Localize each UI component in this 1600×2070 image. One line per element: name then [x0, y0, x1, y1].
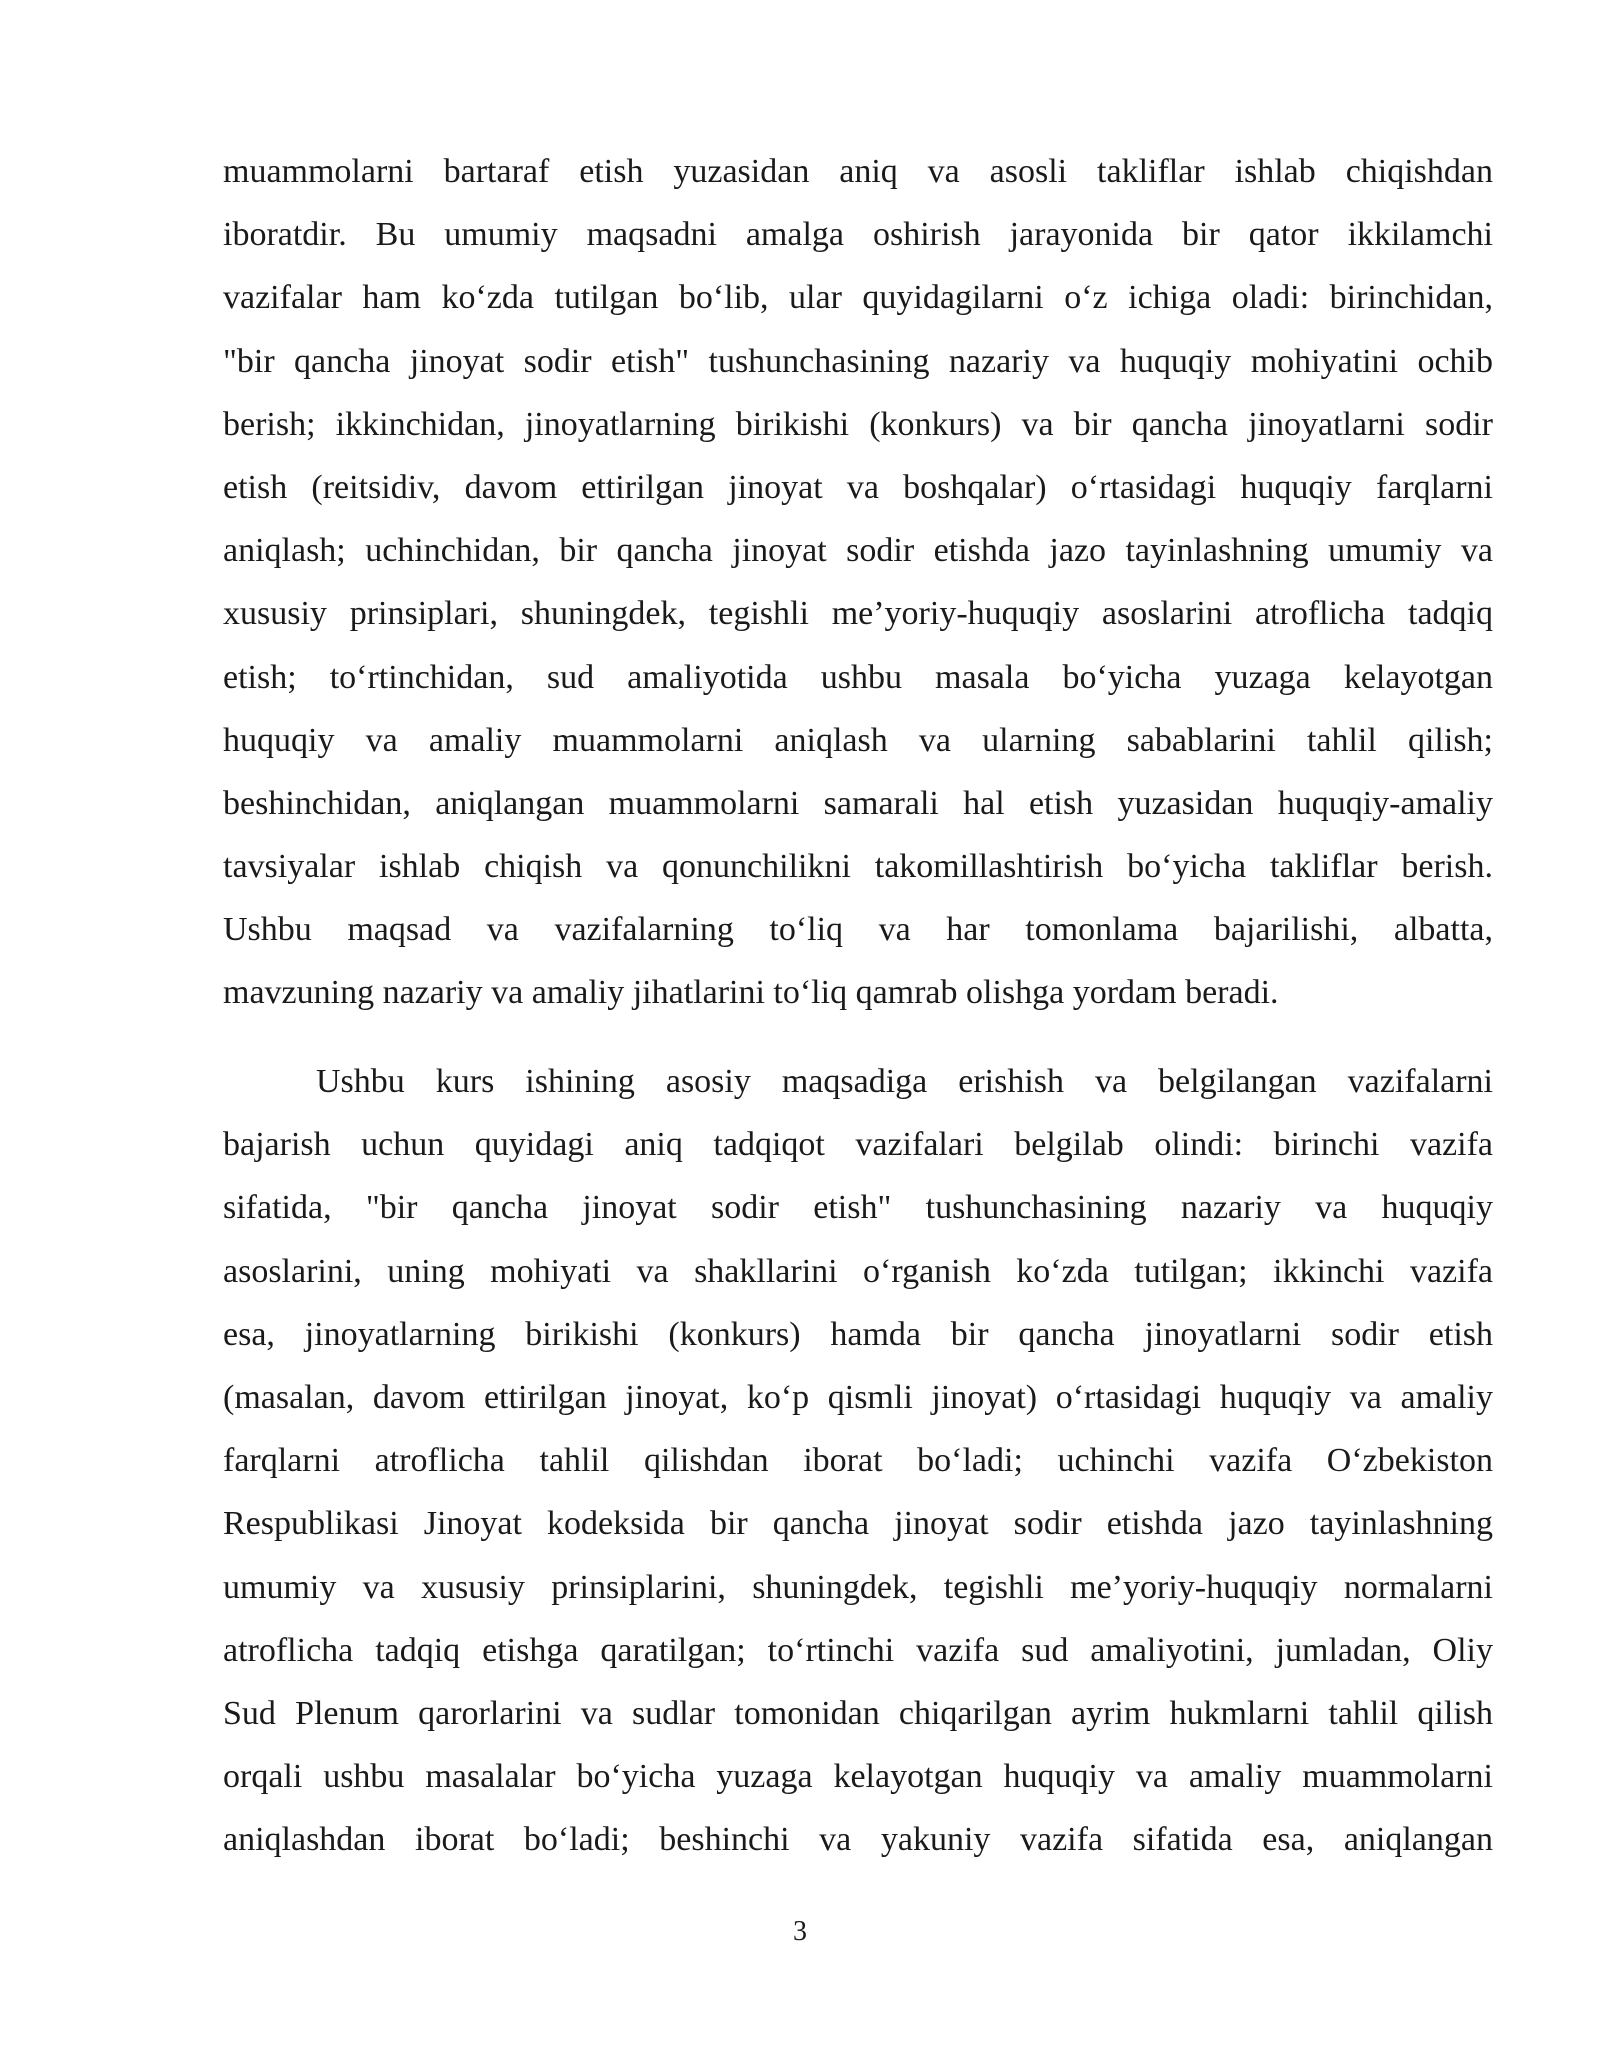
text-line: tavsiyalar ishlab chiqish va qonunchilikni takomillashtirish bo‘yicha takliflar berish.	[223, 848, 1493, 886]
text-line: Ushbu kurs ishining asosiy maqsadiga erishish va belgilangan vazifalarni	[316, 1063, 1493, 1100]
text-line: huquqiy va amaliy muammolarni aniqlash va ularning sabablarini tahlil qilish;	[223, 721, 1493, 759]
text-line: berish; ikkinchidan, jinoyatlarning birikishi (konkurs) va bir qancha jinoyatlarni sodir	[223, 405, 1493, 443]
text-line: asoslarini, uning mohiyati va shakllarini o‘rganish ko‘zda tutilgan; ikkinchi vazifa	[223, 1252, 1493, 1290]
text-line: (masalan, davom ettirilgan jinoyat, ko‘p qismli jinoyat) o‘rtasidagi huquqiy va amaliy	[223, 1378, 1493, 1416]
page-number: 3	[793, 1916, 807, 1947]
text-line: esa, jinoyatlarning birikishi (konkurs) hamda bir qancha jinoyatlarni sodir etish	[223, 1315, 1493, 1353]
text-line: xususiy prinsiplari, shuningdek, tegishli me’yoriy-huquqiy asoslarini atroflicha tadqiq	[223, 595, 1493, 633]
text-line: Respublikasi Jinoyat kodeksida bir qancha jinoyat sodir etishda jazo tayinlashning	[223, 1505, 1493, 1543]
text-line: etish (reitsidiv, davom ettirilgan jinoyat va boshqalar) o‘rtasidagi huquqiy farqlarni	[223, 468, 1493, 506]
text-line: aniqlash; uchinchidan, bir qancha jinoyat sodir etishda jazo tayinlashning umumiy va	[223, 532, 1493, 570]
text-line: "bir qancha jinoyat sodir etish" tushunchasining nazariy va huquqiy mohiyatini ochib	[223, 342, 1493, 380]
text-line: Ushbu maqsad va vazifalarning to‘liq va har tomonlama bajarilishi, albatta,	[223, 911, 1493, 949]
text-line: umumiy va xususiy prinsiplarini, shuningdek, tegishli me’yoriy-huquqiy normalarni	[223, 1568, 1493, 1606]
text-line: bajarish uchun quyidagi aniq tadqiqot vazifalari belgilab olindi: birinchi vazifa	[223, 1126, 1493, 1164]
paragraph-2	[223, 1050, 1493, 1871]
text-line: atroflicha tadqiq etishga qaratilgan; to‘rtinchi vazifa sud amaliyotini, jumladan, Oliy	[223, 1631, 1493, 1669]
paragraph-1	[223, 140, 1493, 1025]
text-line: farqlarni atroflicha tahlil qilishdan iborat bo‘ladi; uchinchi vazifa O‘zbekiston	[223, 1442, 1493, 1480]
text-line: orqali ushbu masalalar bo‘yicha yuzaga kelayotgan huquqiy va amaliy muammolarni	[223, 1758, 1493, 1796]
text-line: vazifalar ham ko‘zda tutilgan bo‘lib, ular quyidagilarni o‘z ichiga oladi: birinchidan,	[223, 279, 1493, 317]
text-line: mavzuning nazariy va amaliy jihatlarini to‘liq qamrab olishga yordam beradi.	[223, 974, 1279, 1012]
text-line: beshinchidan, aniqlangan muammolarni samarali hal etish yuzasidan huquqiy-amaliy	[223, 784, 1493, 822]
text-line: aniqlashdan iborat bo‘ladi; beshinchi va yakuniy vazifa sifatida esa, aniqlangan	[223, 1821, 1493, 1859]
text-line: muammolarni bartaraf etish yuzasidan aniq va asosli takliflar ishlab chiqishdan	[223, 153, 1493, 190]
text-line: iboratdir. Bu umumiy maqsadni amalga oshirish jarayonida bir qator ikkilamchi	[223, 216, 1493, 254]
text-line: etish; to‘rtinchidan, sud amaliyotida ushbu masala bo‘yicha yuzaga kelayotgan	[223, 658, 1493, 696]
text-line: Sud Plenum qarorlarini va sudlar tomonidan chiqarilgan ayrim hukmlarni tahlil qilish	[223, 1694, 1493, 1732]
text-line: sifatida, "bir qancha jinoyat sodir etish" tushunchasining nazariy va huquqiy	[223, 1189, 1493, 1227]
